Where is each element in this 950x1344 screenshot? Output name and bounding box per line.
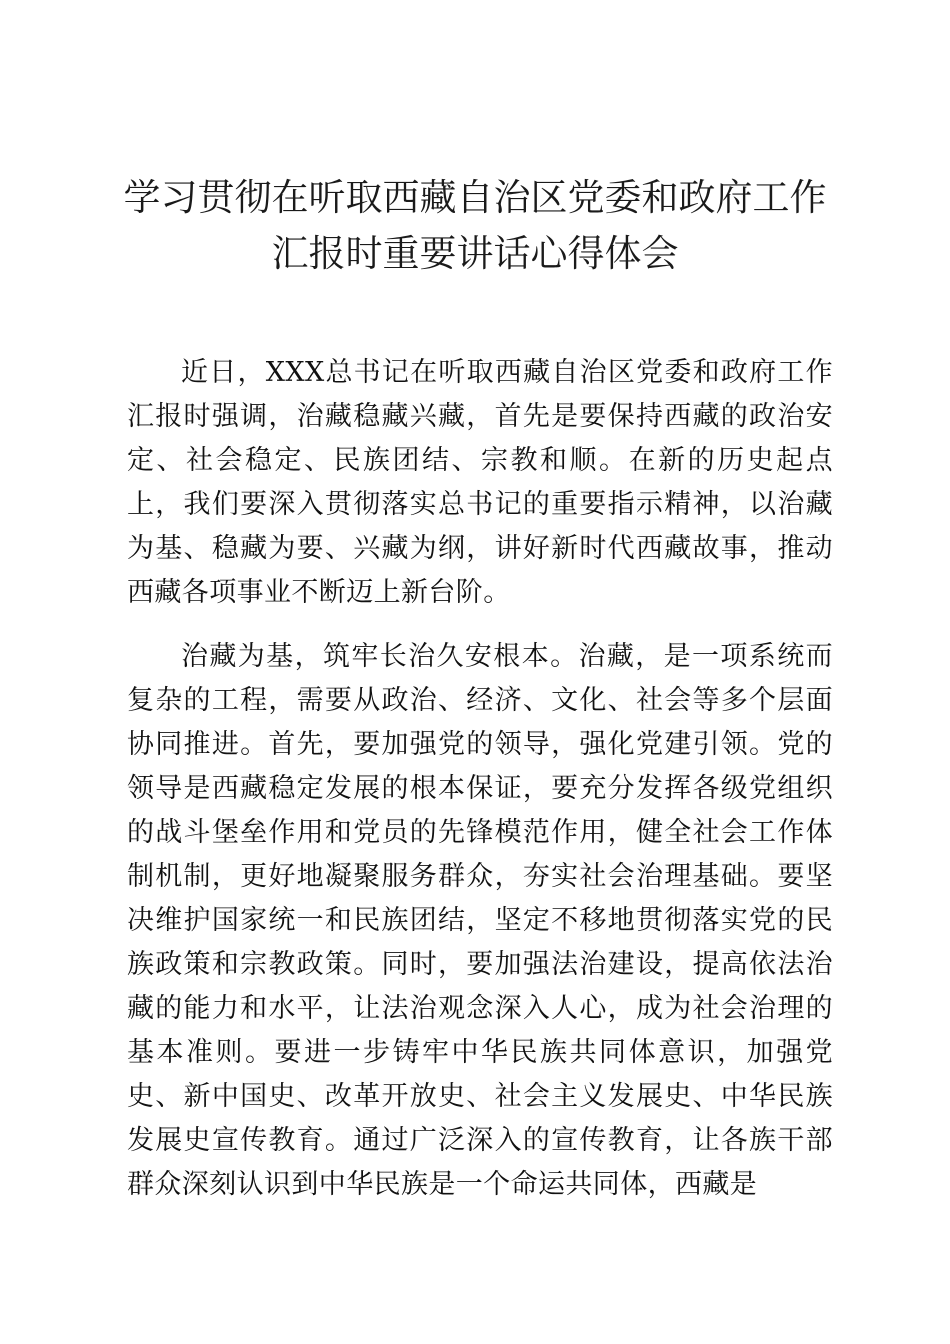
document-body: [127, 351, 833, 1207]
document-title: 学习贯彻在听取西藏自治区党委和政府工作汇报时重要讲话心得体会: [123, 176, 827, 275]
paragraph-2: 治藏为基，筑牢长治久安根本。治藏，是一项系统而复杂的工程，需要从政治、经济、文化、社会等多个层面协同推进。首先，要加强党的领导，强化党建引领。党的领导是西藏稳定发展的根本保证，要充分发挥各级党组织的战斗堡垒作用和党员的先锋模范作用，健全社会工作体制机制，更好地凝聚服务群众，夯实社会治理基础。要坚决维护国家统一和民族团结，坚定不移地贯彻落实党的民族政策和宗教政策。同时，要加强法治建设，提高依法治藏的能力和水平，让法治观念深入人心，成为社会治理的基本准则。要进一步铸牢中华民族共同体意识，加强党史、新中国史、改革开放史、社会主义发展史、中华民族发展史宣传教育。通过广泛深入的宣传教育，让各族干部群众深刻认识到中华民族是一个命运共同体，西藏是: [127, 641, 833, 1200]
paragraph-1: 近日，XXX总书记在听取西藏自治区党委和政府工作汇报时强调，治藏稳藏兴藏，首先是要保持西藏的政治安定、社会稳定、民族团结、宗教和顺。在新的历史起点上，我们要深入贯彻落实总书记的重要指示精神，以治藏为基、稳藏为要、兴藏为纲，讲好新时代西藏故事，推动西藏各项事业不断迈上新台阶。: [127, 357, 833, 608]
